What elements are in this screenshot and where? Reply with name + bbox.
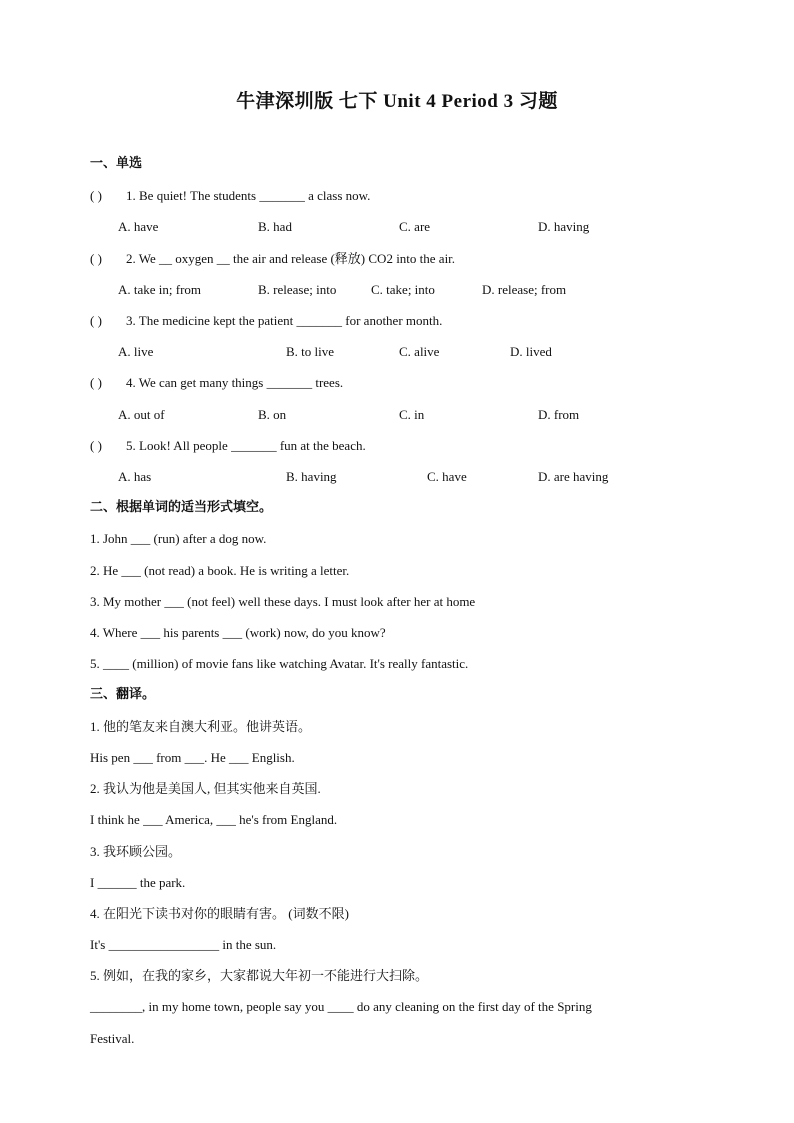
- option-d: D. having: [538, 219, 590, 234]
- translation-prompt-1: 1. 他的笔友来自澳大利亚。他讲英语。: [90, 719, 312, 734]
- question-stem: 4. We can get many things _______ trees.: [126, 375, 344, 390]
- option-c: C. have: [427, 469, 467, 484]
- translation-prompt-5: 5. 例如，在我的家乡，大家都说大年初一不能进行大扫除。: [90, 968, 429, 983]
- section-heading-fill-in: 二、根据单词的适当形式填空。: [90, 500, 273, 515]
- fill-item-2: 2. He ___ (not read) a book. He is writing a letter.: [90, 563, 350, 578]
- question-2: [90, 250, 455, 268]
- answer-blank: ( ): [90, 375, 102, 390]
- translation-answer-2: I think he ___ America, ___ he's from England.: [90, 812, 338, 827]
- answer-blank: ( ): [90, 251, 102, 266]
- question-3: [90, 312, 442, 330]
- answer-blank: ( ): [90, 188, 102, 203]
- option-a: A. has: [118, 469, 152, 484]
- page-title: 牛津深圳版 七下 Unit 4 Period 3 习题: [236, 91, 558, 112]
- question-stem: 3. The medicine kept the patient _______ for another month.: [126, 313, 443, 328]
- option-c: C. take; into: [371, 282, 435, 297]
- translation-prompt-3: 3. 我环顾公园。: [90, 844, 182, 859]
- translation-answer-5: ________, in my home town, people say you ____ do any cleaning on the first day of the Spring: [90, 999, 592, 1014]
- answer-blank: ( ): [90, 313, 102, 328]
- translation-answer-1: His pen ___ from ___. He ___ English.: [90, 750, 295, 765]
- translation-answer-5-continued: Festival.: [90, 1031, 135, 1046]
- option-a: A. take in; from: [118, 282, 202, 297]
- option-a: A. out of: [118, 407, 165, 422]
- translation-prompt-4: 4. 在阳光下读书对你的眼睛有害。 (词数不限): [90, 906, 349, 921]
- option-b: B. having: [286, 469, 337, 484]
- question-stem: 2. We __ oxygen __ the air and release (释放) CO2 into the air.: [126, 251, 456, 266]
- option-b: B. had: [258, 219, 292, 234]
- option-b: B. to live: [286, 344, 335, 359]
- translation-answer-3: I ______ the park.: [90, 875, 186, 890]
- question-1: [90, 187, 370, 205]
- question-5: [90, 437, 366, 455]
- option-d: D. are having: [538, 469, 609, 484]
- option-a: A. have: [118, 219, 159, 234]
- option-b: B. release; into: [258, 282, 337, 297]
- option-c: C. are: [399, 219, 431, 234]
- fill-item-4: 4. Where ___ his parents ___ (work) now, do you know?: [90, 625, 386, 640]
- question-4: [90, 374, 343, 392]
- option-a: A. live: [118, 344, 154, 359]
- option-b: B. on: [258, 407, 287, 422]
- section-heading-translation: 三、翻译。: [90, 687, 156, 702]
- option-d: D. release; from: [482, 282, 567, 297]
- option-c: C. in: [399, 407, 425, 422]
- answer-blank: ( ): [90, 438, 102, 453]
- translation-answer-4: It's _________________ in the sun.: [90, 937, 277, 952]
- fill-item-3: 3. My mother ___ (not feel) well these days. I must look after her at home: [90, 594, 476, 609]
- fill-item-5: 5. ____ (million) of movie fans like watching Avatar. It's really fantastic.: [90, 656, 469, 671]
- option-d: D. from: [538, 407, 580, 422]
- option-c: C. alive: [399, 344, 440, 359]
- fill-item-1: 1. John ___ (run) after a dog now.: [90, 531, 267, 546]
- option-d: D. lived: [510, 344, 552, 359]
- question-stem: 5. Look! All people _______ fun at the beach.: [126, 438, 366, 453]
- question-stem: 1. Be quiet! The students _______ a class now.: [126, 188, 371, 203]
- translation-prompt-2: 2. 我认为他是美国人, 但其实他来自英国.: [90, 781, 321, 796]
- section-heading-single-choice: 一、单选: [90, 156, 143, 171]
